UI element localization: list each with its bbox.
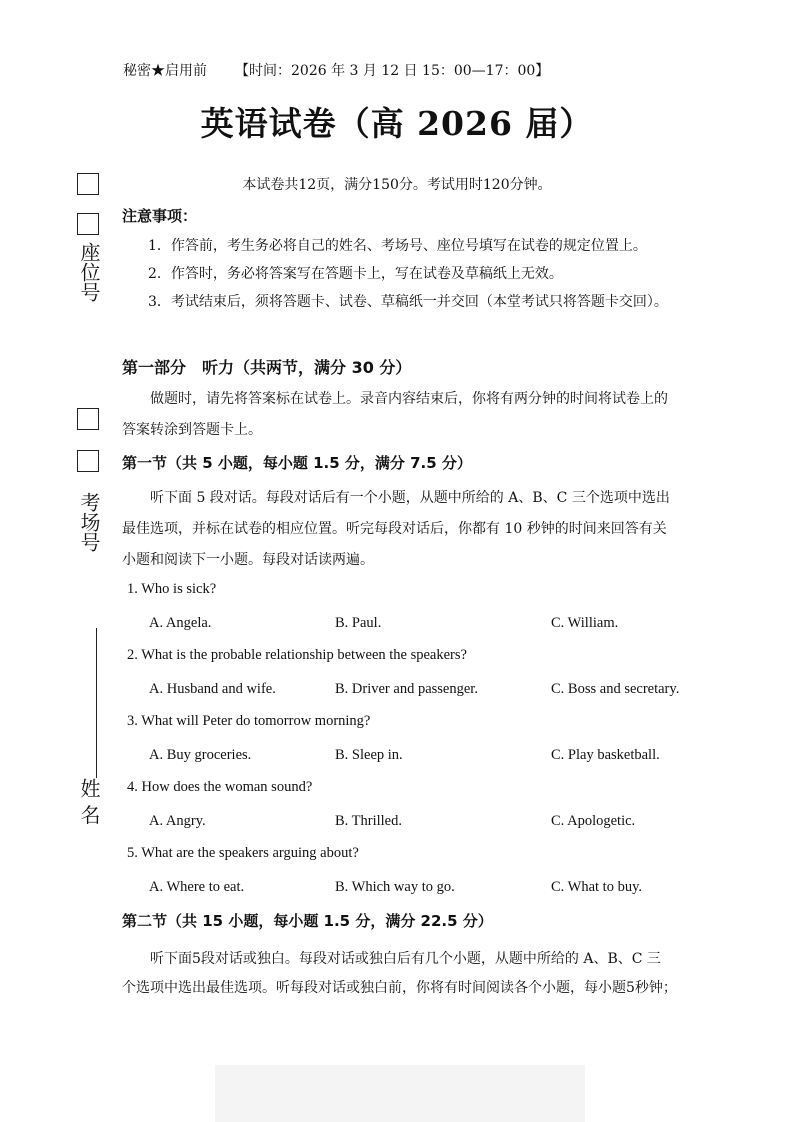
section2-text: 听下面5段对话或独白。每段对话或独白后有几个小题，从题中所给的 A、B、C 三 — [150, 951, 661, 967]
option-b: B. Sleep in. — [335, 747, 403, 763]
name-label: 姓 名 — [77, 778, 101, 825]
section1-heading: 第一节（共 5 小题，每小题 1.5 分，满分 7.5 分） — [122, 454, 472, 472]
exam-time: 【时间：2026 年 3 月 12 日 15：00—17：00】 — [235, 63, 550, 79]
option-b: B. Paul. — [335, 615, 382, 631]
part1-heading: 第一部分 听力（共两节，满分 30 分） — [122, 358, 412, 377]
name-line[interactable] — [96, 628, 97, 778]
option-a: A. Angry. — [149, 813, 206, 829]
option-b: B. Driver and passenger. — [335, 681, 478, 697]
question-text: 2. What is the probable relationship between the speakers? — [127, 647, 467, 663]
room-label: 考场号 — [77, 492, 101, 552]
question-text: 4. How does the woman sound? — [127, 779, 313, 795]
room-box[interactable] — [77, 408, 99, 430]
exam-info: 本试卷共12页，满分150分。考试用时120分钟。 — [242, 177, 552, 193]
section1-text: 最佳选项，并标在试卷的相应位置。听完每段对话后，你都有 10 秒钟的时间来回答有关 — [122, 521, 667, 537]
option-a: A. Buy groceries. — [149, 747, 252, 763]
part1-intro: 做题时，请先将答案标在试卷上。录音内容结束后，你将有两分钟的时间将试卷上的 — [150, 391, 668, 407]
seat-box[interactable] — [77, 173, 99, 195]
page-title: 英语试卷（高 2026 届） — [200, 104, 594, 143]
question-text: 5. What are the speakers arguing about? — [127, 845, 359, 861]
question-text: 1. Who is sick? — [127, 581, 217, 597]
option-c: C. Boss and secretary. — [551, 681, 680, 697]
option-b: B. Thrilled. — [335, 813, 402, 829]
secret-label: 秘密★启用前 — [123, 63, 207, 79]
section1-text: 听下面 5 段对话。每段对话后有一个小题，从题中所给的 A、B、C 三个选项中选出 — [150, 490, 670, 506]
notice-item: 3．考试结束后，须将答题卡、试卷、草稿纸一并交回（本堂考试只将答题卡交回）。 — [148, 294, 668, 310]
option-c: C. Apologetic. — [551, 813, 636, 829]
option-a: A. Husband and wife. — [149, 681, 276, 697]
room-box[interactable] — [77, 450, 99, 472]
option-c: C. William. — [551, 615, 619, 631]
section1-text: 小题和阅读下一小题。每段对话读两遍。 — [122, 552, 374, 568]
section2-heading: 第二节（共 15 小题，每小题 1.5 分，满分 22.5 分） — [122, 912, 493, 930]
header-line — [123, 60, 549, 80]
seat-box[interactable] — [77, 213, 99, 235]
footer-shade — [215, 1065, 585, 1122]
question-text: 3. What will Peter do tomorrow morning? — [127, 713, 371, 729]
seat-label: 座位号 — [77, 242, 101, 302]
option-c: C. Play basketball. — [551, 747, 660, 763]
part1-intro: 答案转涂到答题卡上。 — [122, 422, 262, 438]
option-b: B. Which way to go. — [335, 879, 455, 895]
option-a: A. Angela. — [149, 615, 212, 631]
notice-item: 2．作答时，务必将答案写在答题卡上，写在试卷及草稿纸上无效。 — [148, 266, 563, 282]
option-c: C. What to buy. — [551, 879, 643, 895]
option-a: A. Where to eat. — [149, 879, 245, 895]
section2-text: 个选项中选出最佳选项。听每段对话或独白前，你将有时间阅读各个小题，每小题5秒钟； — [122, 980, 677, 996]
notice-item: 1．作答前，考生务必将自己的姓名、考场号、座位号填写在试卷的规定位置上。 — [148, 238, 647, 254]
notice-heading: 注意事项： — [122, 207, 198, 225]
